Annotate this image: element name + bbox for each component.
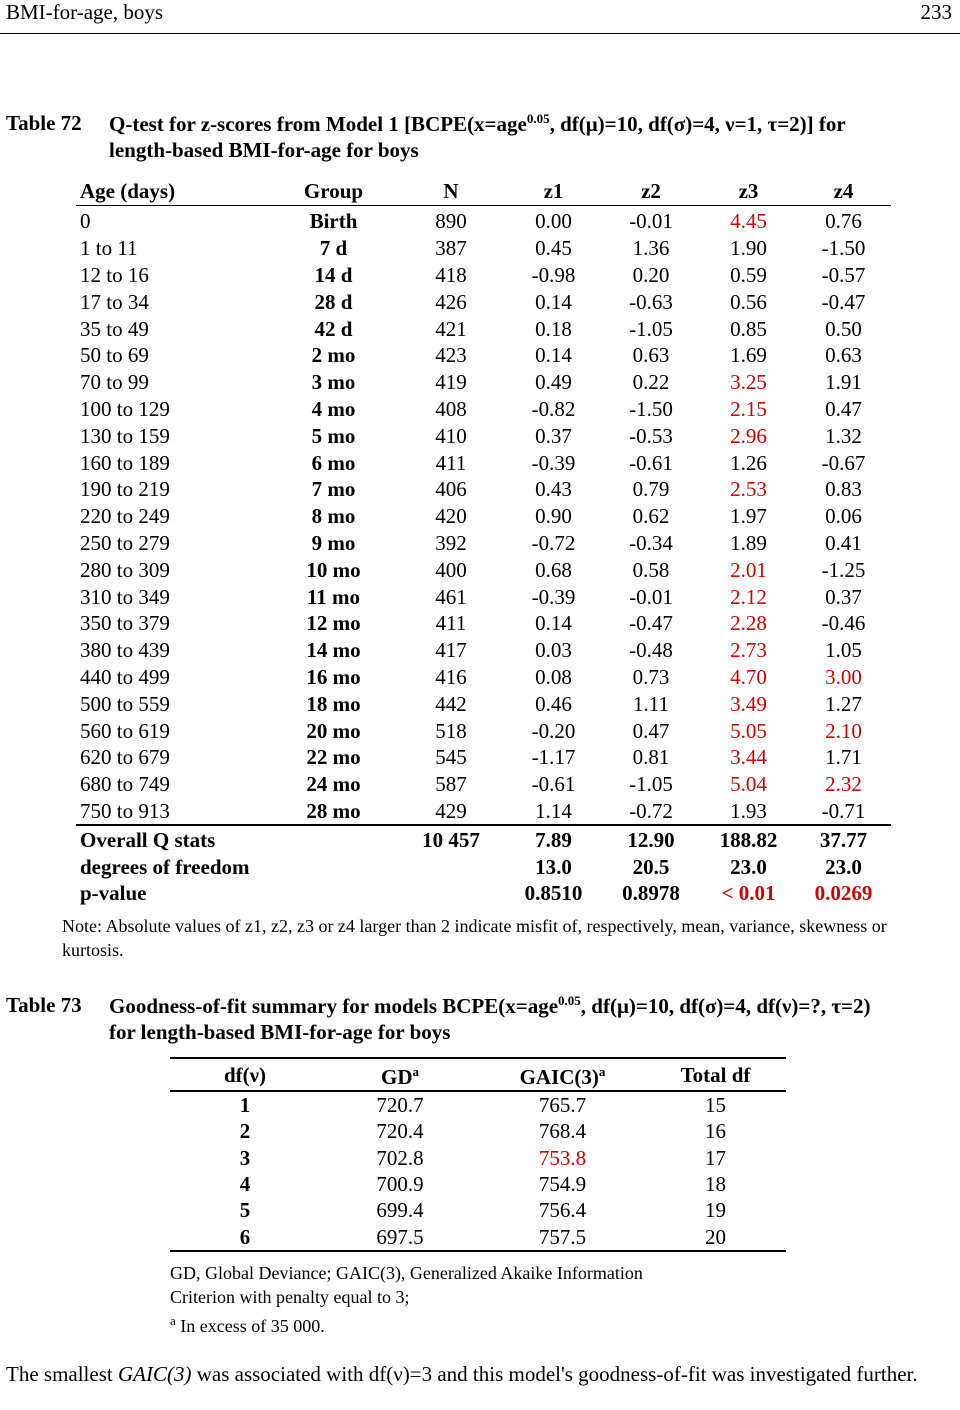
- cell-z3: 3.25: [730, 370, 767, 395]
- cell-z3: 2.73: [730, 638, 767, 663]
- cell-group: 6 mo: [311, 450, 356, 475]
- column-header: z4: [796, 177, 891, 206]
- cell-z3: 2.96: [730, 423, 767, 448]
- cell-age: 380 to 439: [80, 638, 170, 663]
- table-row: [76, 315, 891, 342]
- cell-gd: 720.4: [376, 1119, 424, 1144]
- cell-total: 15: [705, 1093, 726, 1118]
- cell-z4: -0.67: [821, 450, 866, 475]
- table-row: [170, 1091, 786, 1118]
- cell-age: 280 to 309: [80, 557, 170, 582]
- cell-z4: 0.83: [825, 477, 862, 502]
- cell-age: 190 to 219: [80, 477, 170, 502]
- cell-df: 3: [239, 1145, 251, 1170]
- cell-z3: 2.28: [730, 611, 767, 636]
- cell-group: 3 mo: [311, 370, 356, 395]
- cell-n: 406: [435, 477, 467, 502]
- cell-n: 420: [435, 504, 467, 529]
- cell-z1: -0.61: [531, 772, 576, 797]
- summary-label: p-value: [80, 881, 147, 906]
- column-header: $GAIC(3)^a$: [480, 1058, 645, 1091]
- cell-n: 387: [435, 236, 467, 261]
- cell-z2: -0.72: [629, 798, 673, 823]
- cell-group: 28 mo: [306, 798, 361, 823]
- cell-age: 220 to 249: [80, 504, 170, 529]
- table-73-header-row: [170, 1058, 786, 1091]
- cell-z3: 2.01: [730, 557, 767, 582]
- cell-z2: -0.01: [629, 209, 673, 234]
- cell-z4: 37.77: [796, 825, 891, 853]
- cell-z2: -1.05: [629, 316, 673, 341]
- cell-gd: 702.8: [376, 1145, 424, 1170]
- cell-z1: 0.90: [535, 504, 572, 529]
- cell-group: 28 d: [314, 289, 353, 314]
- summary-row: [76, 825, 891, 853]
- cell-z2: 0.47: [632, 718, 670, 743]
- cell-z4: 1.91: [825, 370, 862, 395]
- cell-z2: 1.11: [633, 691, 669, 716]
- page-number: 233: [920, 0, 952, 24]
- cell-group: 14 d: [314, 262, 353, 287]
- cell-z1: 0.68: [535, 557, 572, 582]
- cell-z1: -0.20: [531, 718, 576, 743]
- cell-total: 19: [705, 1198, 726, 1223]
- cell-group: 12 mo: [306, 611, 361, 636]
- cell-age: 560 to 619: [80, 718, 170, 743]
- cell-z3: 1.89: [730, 530, 767, 555]
- cell-age: 50 to 69: [80, 343, 149, 368]
- table-row: [76, 530, 891, 557]
- cell-z4: -0.47: [821, 289, 866, 314]
- header-rule: [0, 33, 960, 34]
- cell-group: 20 mo: [306, 718, 361, 743]
- cell-z4: 0.76: [825, 209, 862, 234]
- table-73-caption: [6, 993, 956, 1049]
- summary-label: degrees of freedom: [80, 854, 250, 879]
- table-row: [76, 556, 891, 583]
- table-row: [170, 1223, 786, 1250]
- cell-z3: 0.59: [730, 262, 767, 287]
- table-73-note-line: Criterion with penalty equal to 3;: [170, 1287, 410, 1307]
- cell-z2: 0.79: [632, 477, 670, 502]
- cell-group: 7 d: [319, 236, 348, 261]
- cell-z2: -0.61: [629, 450, 673, 475]
- cell-z2: 0.62: [632, 504, 670, 529]
- cell-z1: -0.39: [531, 450, 576, 475]
- column-header: z2: [601, 177, 701, 206]
- cell-group: Birth: [309, 209, 358, 234]
- cell-age: 17 to 34: [80, 289, 149, 314]
- cell-z3: 1.97: [730, 504, 767, 529]
- cell-gaic: 768.4: [538, 1119, 587, 1144]
- table-row: [76, 664, 891, 691]
- table-row: [170, 1171, 786, 1197]
- cell-z4: -0.71: [821, 798, 866, 823]
- cell-z1: 13.0: [535, 854, 572, 879]
- cell-z2: -0.63: [629, 289, 673, 314]
- cell-n: 392: [435, 530, 467, 555]
- cell-z4: 0.41: [825, 530, 862, 555]
- table-row: [170, 1197, 786, 1223]
- cell-age: 750 to 913: [80, 798, 170, 823]
- table-row: [76, 206, 891, 235]
- cell-df: 2: [239, 1119, 251, 1144]
- cell-n: 461: [435, 584, 467, 609]
- closing-paragraph: The smallest GAIC(3) was associated with df(ν)=3 and this model's goodness-of-fit was investigated further.: [6, 1362, 918, 1386]
- cell-z4: 1.32: [825, 423, 862, 448]
- table-row: [76, 798, 891, 826]
- table-72-caption: [6, 111, 956, 167]
- cell-n: 518: [435, 718, 467, 743]
- cell-n: [396, 880, 506, 907]
- cell-z1: -0.82: [531, 396, 576, 421]
- cell-z3: 2.12: [730, 584, 767, 609]
- cell-z4: -1.25: [821, 557, 866, 582]
- cell-z1: 0.18: [535, 316, 572, 341]
- cell-z4: 0.50: [825, 316, 862, 341]
- cell-n: 408: [435, 396, 467, 421]
- cell-n: 417: [435, 638, 467, 663]
- cell-z3: 2.15: [730, 396, 767, 421]
- cell-z4: 1.71: [825, 745, 862, 770]
- cell-df: 5: [239, 1198, 251, 1223]
- cell-z4: -0.57: [821, 262, 866, 287]
- cell-z4: 0.06: [825, 504, 862, 529]
- cell-z3: < 0.01: [721, 881, 776, 906]
- cell-z2: 20.5: [632, 854, 670, 879]
- cell-gaic: 757.5: [480, 1223, 645, 1250]
- cell-df: 6: [170, 1223, 320, 1250]
- cell-z3: 0.85: [730, 316, 767, 341]
- table-73: [170, 1057, 786, 1252]
- cell-z1: 0.46: [535, 691, 572, 716]
- cell-gaic: 753.8: [538, 1145, 587, 1170]
- table-row: [170, 1145, 786, 1171]
- column-header: Group: [271, 177, 396, 206]
- cell-z1: 0.08: [535, 664, 572, 689]
- cell-z3: 188.82: [701, 825, 796, 853]
- cell-age: 130 to 159: [80, 423, 170, 448]
- cell-z1: 0.14: [535, 343, 572, 368]
- table-row: [76, 744, 891, 771]
- cell-z3: 2.53: [730, 477, 767, 502]
- cell-z1: -0.98: [531, 262, 576, 287]
- table-73-note: [170, 1261, 790, 1338]
- table-row: [76, 476, 891, 503]
- cell-n: 890: [435, 209, 467, 234]
- cell-z2: 1.36: [632, 236, 670, 261]
- table-row: [76, 503, 891, 530]
- cell-total: 17: [705, 1145, 726, 1170]
- cell-n: 429: [435, 798, 467, 823]
- cell-total: 18: [705, 1172, 726, 1197]
- table-row: [76, 422, 891, 449]
- column-header: Age (days): [76, 177, 271, 206]
- table-row: [76, 771, 891, 798]
- cell-group: 5 mo: [311, 423, 356, 448]
- column-header: z3: [701, 177, 796, 206]
- cell-z4: 3.00: [825, 664, 862, 689]
- cell-n: 545: [435, 745, 467, 770]
- cell-age: 250 to 279: [80, 530, 170, 555]
- table-72-caption-line2: length-based BMI-for-age for boys: [109, 138, 419, 162]
- cell-z1: -0.72: [531, 530, 576, 555]
- cell-z1: -1.17: [531, 745, 576, 770]
- cell-n: 410: [435, 423, 467, 448]
- cell-z2: 0.63: [632, 343, 670, 368]
- cell-z1: 1.14: [535, 798, 572, 823]
- cell-group: 8 mo: [311, 504, 356, 529]
- table-73-label: Table 73: [6, 993, 82, 1017]
- cell-z3: 3.44: [730, 745, 767, 770]
- cell-z3: 4.45: [730, 209, 767, 234]
- cell-age: 1 to 11: [80, 236, 138, 261]
- cell-z2: -0.34: [629, 530, 673, 555]
- cell-z1: 0.8510: [524, 881, 583, 906]
- cell-age: 12 to 16: [80, 262, 149, 287]
- cell-age: 680 to 749: [80, 772, 170, 797]
- cell-age: 35 to 49: [80, 316, 149, 341]
- cell-z2: 0.73: [632, 664, 670, 689]
- table-73-note-footnote: $^a$ In excess of 35 000.: [170, 1313, 325, 1336]
- cell-age: 310 to 349: [80, 584, 170, 609]
- cell-age: 440 to 499: [80, 664, 170, 689]
- column-header: $GD^a$: [320, 1058, 480, 1091]
- cell-z4: -1.50: [821, 236, 866, 261]
- cell-z3: 0.56: [730, 289, 767, 314]
- table-72-caption-line1: Q-test for z-scores from Model 1 [BCPE(x=age$^{0.05}$, df(μ)=10, df(σ)=4, ν=1, τ=2)] for: [109, 111, 846, 136]
- column-header: z1: [506, 177, 601, 206]
- cell-z2: 0.20: [632, 262, 670, 287]
- table-72-label: Table 72: [6, 111, 82, 135]
- cell-group: 18 mo: [306, 691, 361, 716]
- cell-z1: 0.43: [535, 477, 572, 502]
- cell-n: 421: [435, 316, 467, 341]
- table-72-header-row: [76, 177, 891, 206]
- cell-gd: 720.7: [376, 1093, 424, 1118]
- cell-z3: 1.90: [730, 236, 767, 261]
- cell-z2: -0.47: [629, 611, 673, 636]
- cell-z3: 5.04: [730, 772, 767, 797]
- cell-age: 500 to 559: [80, 691, 170, 716]
- cell-z1: 0.14: [535, 611, 572, 636]
- cell-gaic: 754.9: [538, 1172, 587, 1197]
- cell-z4: 0.63: [825, 343, 862, 368]
- cell-z3: 5.05: [730, 718, 767, 743]
- cell-n: 426: [435, 289, 467, 314]
- cell-age: 100 to 129: [80, 396, 170, 421]
- cell-z2: 0.58: [632, 557, 670, 582]
- running-header-title: BMI-for-age, boys: [6, 0, 164, 24]
- cell-group: 4 mo: [311, 396, 356, 421]
- cell-group: 7 mo: [311, 477, 356, 502]
- cell-z1: 7.89: [506, 825, 601, 853]
- cell-z4: 0.37: [825, 584, 862, 609]
- cell-gd: 697.5: [320, 1223, 480, 1250]
- cell-n: 418: [435, 262, 467, 287]
- table-row: [76, 342, 891, 369]
- table-row: [76, 262, 891, 289]
- cell-group: 11 mo: [306, 584, 361, 609]
- cell-gd: 699.4: [376, 1198, 424, 1223]
- table-72: [76, 177, 891, 907]
- cell-z2: -0.48: [629, 638, 673, 663]
- column-header: df(ν): [170, 1058, 320, 1091]
- table-73-caption-line2: for length-based BMI-for-age for boys: [109, 1020, 451, 1044]
- cell-age: 0: [80, 209, 91, 234]
- cell-n: 419: [435, 370, 467, 395]
- cell-n: 416: [435, 664, 467, 689]
- table-row: [76, 288, 891, 315]
- cell-group: 2 mo: [311, 343, 356, 368]
- cell-z4: 2.32: [825, 772, 862, 797]
- table-row: [76, 369, 891, 396]
- cell-z2: 0.81: [632, 745, 670, 770]
- cell-z1: 0.37: [535, 423, 572, 448]
- cell-group: 14 mo: [306, 638, 361, 663]
- cell-z2: -1.05: [629, 772, 673, 797]
- cell-group: 9 mo: [311, 530, 356, 555]
- cell-z3: 23.0: [730, 854, 767, 879]
- cell-z1: 0.00: [535, 209, 572, 234]
- cell-z4: 0.0269: [814, 881, 873, 906]
- cell-df: 4: [239, 1172, 251, 1197]
- cell-z2: -0.53: [629, 423, 673, 448]
- cell-z4: 0.47: [825, 396, 862, 421]
- cell-z2: 0.22: [632, 370, 670, 395]
- cell-age: 350 to 379: [80, 611, 170, 636]
- table-row: [76, 449, 891, 476]
- cell-group: 10 mo: [306, 557, 361, 582]
- cell-gaic: 765.7: [538, 1093, 587, 1118]
- cell-z3: 3.49: [730, 691, 767, 716]
- cell-n: 10 457: [396, 825, 506, 853]
- cell-z4: 1.05: [825, 638, 862, 663]
- column-header: N: [396, 177, 506, 206]
- cell-n: 442: [435, 691, 467, 716]
- table-row: [76, 583, 891, 610]
- cell-z3: 1.69: [730, 343, 767, 368]
- cell-z2: 0.8978: [622, 881, 680, 906]
- cell-total: 16: [705, 1119, 726, 1144]
- cell-gd: 700.9: [376, 1172, 424, 1197]
- cell-gaic: 756.4: [538, 1198, 587, 1223]
- cell-z1: 0.14: [535, 289, 572, 314]
- cell-z2: -0.01: [629, 584, 673, 609]
- cell-z1: 0.45: [535, 236, 572, 261]
- cell-n: [396, 853, 506, 880]
- cell-n: 411: [435, 611, 467, 636]
- table-row: [76, 717, 891, 744]
- cell-n: 423: [435, 343, 467, 368]
- cell-z3: 1.93: [730, 798, 767, 823]
- cell-age: 160 to 189: [80, 450, 170, 475]
- cell-z2: -1.50: [629, 396, 673, 421]
- table-row: [76, 235, 891, 262]
- summary-label: Overall Q stats: [76, 825, 396, 853]
- cell-z4: -0.46: [821, 611, 866, 636]
- cell-group: 24 mo: [306, 772, 361, 797]
- cell-z3: 1.26: [730, 450, 767, 475]
- table-73-note-line: GD, Global Deviance; GAIC(3), Generalized Akaike Information: [170, 1263, 643, 1283]
- cell-n: 400: [435, 557, 467, 582]
- cell-n: 411: [435, 450, 467, 475]
- summary-row: [76, 853, 891, 880]
- table-row: [76, 637, 891, 664]
- cell-total: 20: [645, 1223, 786, 1250]
- cell-group: 42 d: [314, 316, 353, 341]
- cell-group: 16 mo: [306, 664, 361, 689]
- cell-n: 587: [435, 772, 467, 797]
- table-72-note: Note: Absolute values of z1, z2, z3 or z4 larger than 2 indicate misfit of, respectively, mean, variance, skewness or kurtosis.: [62, 916, 887, 960]
- table-73-caption-line1: Goodness-of-fit summary for models BCPE(x=age$^{0.05}$, df(μ)=10, df(σ)=4, df(ν)=?, τ=2): [109, 993, 871, 1018]
- cell-z4: 1.27: [825, 691, 862, 716]
- cell-z1: 0.49: [535, 370, 572, 395]
- cell-z1: -0.39: [531, 584, 576, 609]
- table-row: [76, 396, 891, 423]
- cell-group: 22 mo: [306, 745, 361, 770]
- cell-z4: 2.10: [825, 718, 862, 743]
- column-header: Total df: [645, 1058, 786, 1091]
- summary-row: [76, 880, 891, 907]
- cell-z4: 23.0: [825, 854, 862, 879]
- table-row: [76, 690, 891, 717]
- cell-age: 620 to 679: [80, 745, 170, 770]
- cell-age: 70 to 99: [80, 370, 149, 395]
- cell-z3: 4.70: [730, 664, 767, 689]
- cell-z2: 12.90: [601, 825, 701, 853]
- table-row: [76, 610, 891, 637]
- table-row: [170, 1118, 786, 1144]
- cell-df: 1: [239, 1093, 251, 1118]
- cell-z1: 0.03: [535, 638, 572, 663]
